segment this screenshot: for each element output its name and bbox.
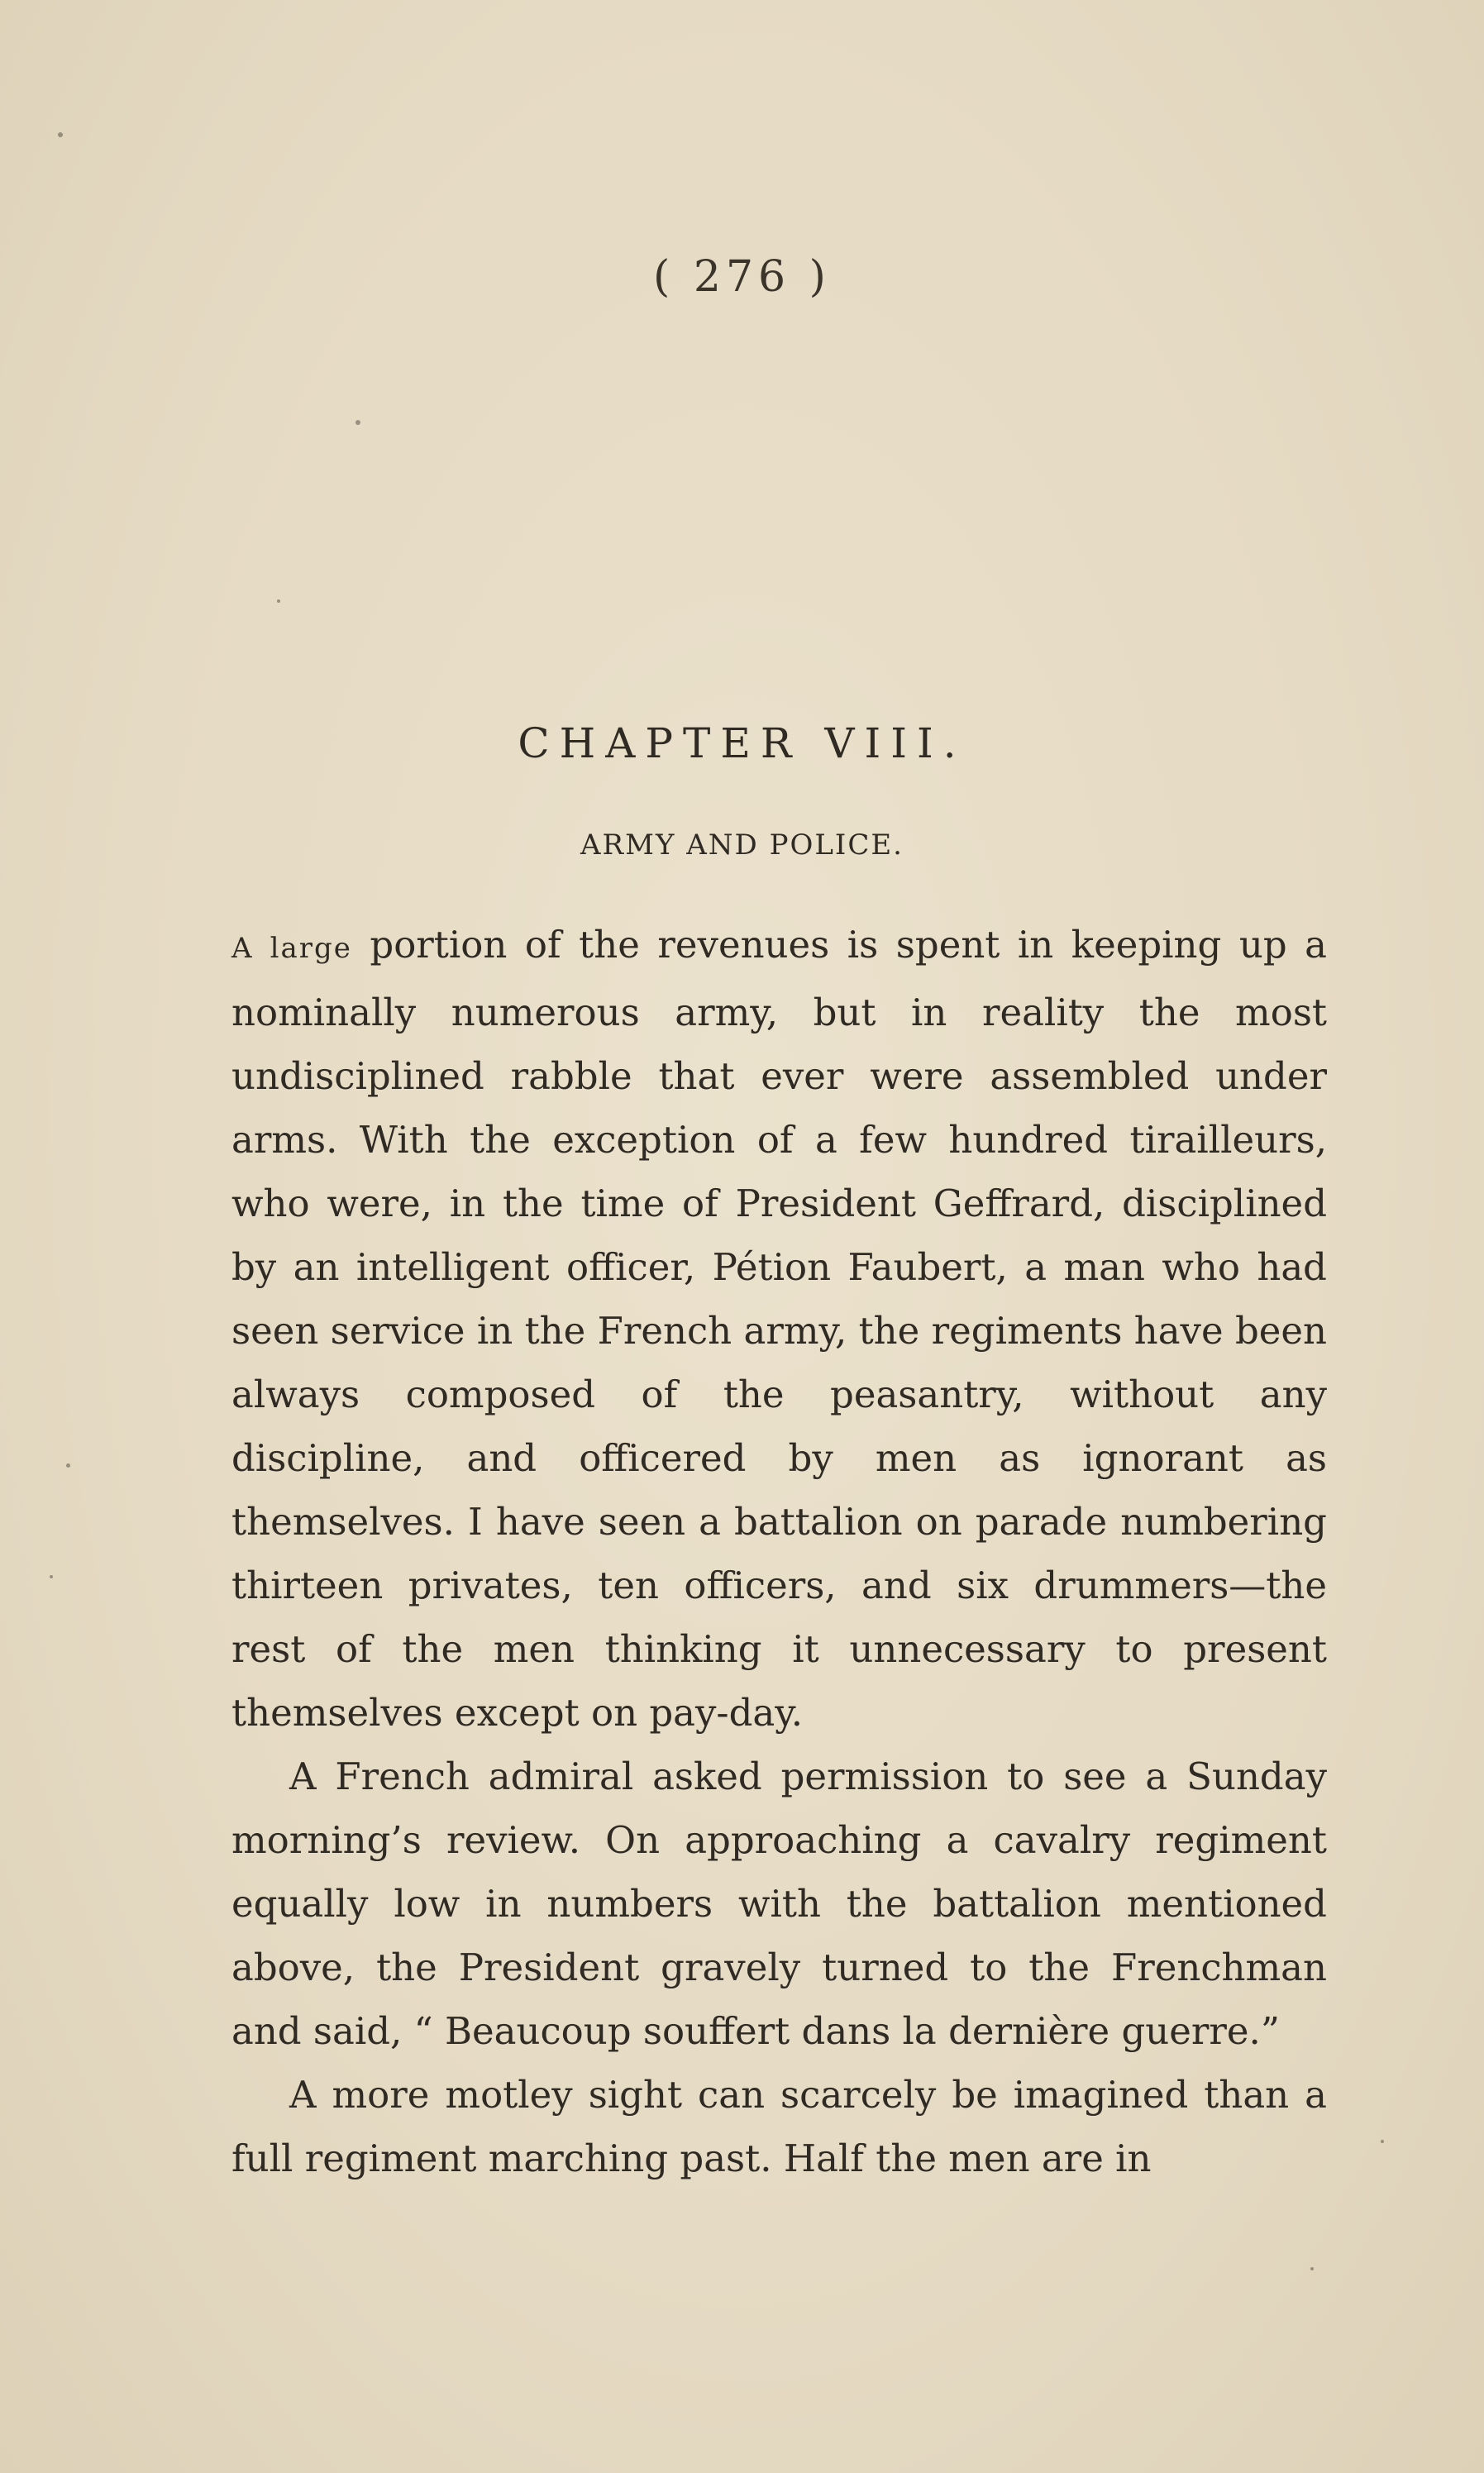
paper-speck [50, 1575, 53, 1578]
paper-speck [277, 599, 280, 603]
paper-speck [66, 1463, 70, 1468]
paragraph-3: A more motley sight can scarcely be imagined than a full regiment marching past. Half the men are in [231, 2073, 1327, 2180]
body-text [231, 913, 1327, 2190]
paper-speck [1381, 2140, 1384, 2143]
paper-speck [58, 132, 63, 137]
chapter-title: CHAPTER VIII. [518, 719, 966, 767]
paragraph-1-text: portion of the revenues is spent in keeping up a nominally numerous army, but in reality the most undisciplined rabble that ever were assembled under arms. With the exception of a few hundred tirailleurs, who were, in the time of President Geffrard, disciplined by an intelligent officer, Pétion Faubert, a man who had seen service in the French army, the regiments have been always composed of the peasantry, without any discipline, and officered by men as ignorant as themselves. I have seen a battalion on parade numbering thirteen privates, ten officers, and six drummers—the rest of the men thinking it unnecessary to present themselves except on pay-day. [231, 923, 1327, 1735]
paper-speck [1310, 2267, 1314, 2270]
paper-speck [355, 420, 360, 425]
chapter-subtitle: ARMY AND POLICE. [580, 828, 904, 862]
page-number: ( 276 ) [653, 252, 831, 302]
paragraph-1 [231, 913, 1327, 1745]
paragraph-lead-word: A large [231, 932, 352, 965]
paragraph-2: A French admiral asked permission to see a Sunday morning’s review. On approaching a cavalry regiment equally low in numbers with the battalion mentioned above, the President gravely turned to the Frenchman and said, “ Beaucoup souffert dans la dernière guerre.” [231, 1754, 1327, 2053]
